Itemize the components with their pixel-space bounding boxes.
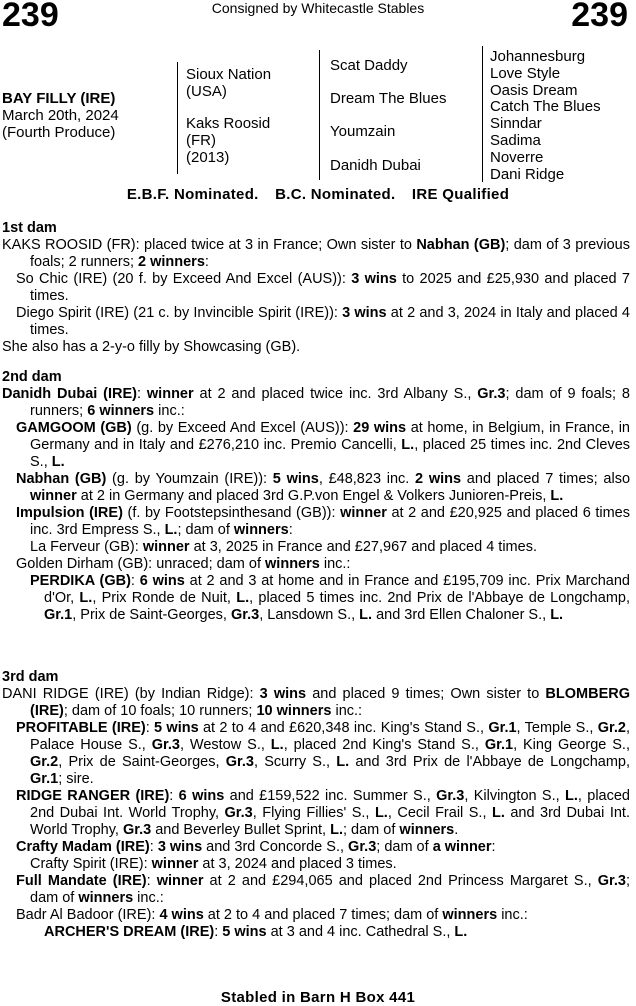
bold-text-run: L. <box>491 805 505 821</box>
bold-text-run: 4 wins <box>159 907 204 923</box>
text-run: inc.: <box>331 703 363 719</box>
bold-text-run: L. <box>164 522 178 538</box>
text-run: , Kilvington S., <box>464 788 565 804</box>
pedigree-divider-1 <box>177 62 178 174</box>
text-run: to 2025 and £25,930 and placed 7 times. <box>30 271 630 304</box>
bold-text-run: 3 wins <box>157 839 203 855</box>
lot-number-right: 239 <box>571 0 628 34</box>
dam-country: (FR) <box>186 132 216 149</box>
pedigree-sire <box>186 66 271 100</box>
text-run: at 2 and 3 at home and in France and £195,709 inc. Prix Marchand d'Or, <box>44 573 630 606</box>
text-run: : <box>145 720 155 736</box>
bc-nomination: B.C. Nominated. <box>275 186 396 203</box>
bold-text-run: L. <box>454 924 468 940</box>
text-run: So Chic (IRE) (20 f. by Exceed And Excel (AUS)): <box>16 271 352 287</box>
pedigree-gen3-5: Sadima <box>490 131 541 149</box>
bold-text-run: winners <box>233 522 289 538</box>
text-run: and £159,522 inc. Summer S., <box>224 788 437 804</box>
bold-text-run: L. <box>401 437 415 453</box>
text-run: at 3, 2024 and placed 3 times. <box>198 856 397 872</box>
pedigree-entry <box>2 924 630 941</box>
bold-text-run: 5 wins <box>222 924 267 940</box>
ire-qualified: IRE Qualified <box>411 186 510 203</box>
text-run: ; dam of <box>177 522 234 538</box>
bold-text-run: winner <box>156 873 204 889</box>
pedigree-entry <box>2 573 630 624</box>
pedigree-entry <box>2 720 630 788</box>
bold-text-run: L. <box>565 788 578 804</box>
first-dam-section <box>2 220 630 356</box>
text-run: , £48,823 inc. <box>318 471 416 487</box>
pedigree-gen3-4: Sinndar <box>490 115 542 133</box>
text-run: : <box>137 386 147 402</box>
pedigree-entry <box>2 505 630 539</box>
bold-text-run: winners <box>399 822 455 838</box>
text-run: KAKS ROOSID (FR): placed twice at 3 in France; Own sister to <box>2 237 417 253</box>
stabling-info: Stabled in Barn H Box 441 <box>220 989 416 1006</box>
bold-text-run: Gr.3 <box>597 873 626 889</box>
pedigree-gen2-3: Danidh Dubai <box>330 157 421 174</box>
bold-text-run: winner <box>151 856 199 872</box>
text-run: , Lansdown S., <box>259 607 360 623</box>
pedigree-gen3-7: Dani Ridge <box>490 165 565 183</box>
second-dam-section <box>2 369 630 624</box>
text-run: at 2 and £294,065 and placed 2nd Princess Margaret S., <box>203 873 598 889</box>
pedigree-entry <box>2 420 630 471</box>
dam-year: (2013) <box>186 149 230 166</box>
text-run: DANI RIDGE (IRE) (by Indian Ridge): <box>2 686 260 702</box>
text-run: , Prix de Saint-Georges, <box>58 754 226 770</box>
text-run: at 2 to 4 and placed 7 times; dam of <box>203 907 443 923</box>
text-run: , Scurry S., <box>253 754 337 770</box>
bold-text-run: 3 wins <box>259 686 307 702</box>
text-run: (g. by Exceed And Excel (AUS)): <box>131 420 354 436</box>
second-dam-heading: 2nd dam <box>2 369 62 385</box>
text-run: , Westow S., <box>179 737 271 753</box>
bold-text-run: Gr.2 <box>597 720 626 736</box>
text-run: , placed 5 times inc. 2nd Prix de l'Abbaye de Longchamp, <box>249 590 630 606</box>
text-run: at home, in Belgium, in France, in Germany and in Italy and £276,210 inc. Premio Cancelli, <box>30 420 630 453</box>
bold-text-run: Full Mandate (IRE) <box>16 873 147 889</box>
text-run: : <box>204 254 209 270</box>
text-run: , Prix de Saint-Georges, <box>72 607 231 623</box>
sire-name: Sioux Nation <box>186 66 272 83</box>
pedigree-entry <box>2 271 630 305</box>
text-run: ; sire. <box>58 771 94 787</box>
text-run: and Beverley Bullet Sprint, <box>151 822 331 838</box>
bold-text-run: a winner <box>432 839 492 855</box>
pedigree-divider-2 <box>319 50 320 180</box>
bold-text-run: L. <box>236 590 250 606</box>
bold-text-run: 6 winners <box>87 403 155 419</box>
text-run: , Flying Fillies' S., <box>252 805 375 821</box>
pedigree-entry <box>2 686 630 720</box>
pedigree-entry <box>2 856 630 873</box>
pedigree-gen2-1: Dream The Blues <box>330 90 447 107</box>
text-run: , placed 2nd King's Stand S., <box>283 737 485 753</box>
pedigree-gen2-2: Youmzain <box>330 123 396 140</box>
bold-text-run: winner <box>30 488 77 504</box>
bold-text-run: L. <box>330 822 343 838</box>
text-run: Diego Spirit (IRE) (21 c. by Invincible Spirit (IRE)): <box>16 305 343 321</box>
bold-text-run: winner <box>142 539 190 555</box>
text-run: : <box>169 788 179 804</box>
horse-identity <box>2 90 119 141</box>
pedigree-entry <box>2 873 630 907</box>
text-run: inc.: <box>154 403 185 419</box>
bold-text-run: Nabhan (GB) <box>16 471 107 487</box>
third-dam-body <box>2 686 630 941</box>
text-run: and placed 7 times; also <box>461 471 631 487</box>
text-run: , King George S., <box>513 737 630 753</box>
pedigree-entry <box>2 339 630 356</box>
bold-text-run: Gr.2 <box>30 754 59 770</box>
text-run: , placed 25 times inc. 2nd Cleves S., <box>30 437 631 470</box>
ebf-nomination: E.B.F. Nominated. <box>126 186 259 203</box>
pedigree-entry <box>2 539 630 556</box>
text-run: Golden Dirham (GB): unraced; dam of <box>16 556 266 572</box>
text-run: and 3rd Dubai Int. World Trophy, <box>30 805 630 838</box>
text-run: at 2 and 3, 2024 in Italy and placed 4 times. <box>30 305 630 338</box>
bold-text-run: L. <box>270 737 284 753</box>
bold-text-run: Gr.1 <box>30 771 59 787</box>
text-run: and 3rd Concorde S., <box>202 839 349 855</box>
bold-text-run: Gr.3 <box>122 822 152 838</box>
text-run: : <box>146 873 157 889</box>
text-run: ; dam of 3 previous foals; 2 runners; <box>30 237 631 270</box>
pedigree-entry <box>2 907 630 924</box>
text-run: , placed 2nd Dubai Int. World Trophy, <box>30 788 630 821</box>
bold-text-run: Crafty Madam (IRE) <box>16 839 150 855</box>
bold-text-run: L. <box>336 754 350 770</box>
text-run: . <box>454 822 459 838</box>
bold-text-run: L. <box>359 607 373 623</box>
bold-text-run: L. <box>374 805 388 821</box>
text-run: She also has a 2-y-o filly by Showcasing (GB). <box>2 339 301 355</box>
bold-text-run: Gr.3 <box>230 607 260 623</box>
text-run: : <box>214 924 223 940</box>
bold-text-run: L. <box>79 590 93 606</box>
text-run: ; dam of <box>343 822 400 838</box>
consignor-line: Consigned by Whitecastle Stables <box>211 0 425 16</box>
bold-text-run: BLOMBERG (IRE) <box>30 686 630 719</box>
bold-text-run: winners <box>78 890 134 906</box>
third-dam-heading: 3rd dam <box>2 669 59 685</box>
first-dam-body <box>2 237 630 356</box>
text-run: , Prix Ronde de Nuit, <box>92 590 237 606</box>
dam-name: Kaks Roosid <box>186 115 271 132</box>
text-run: at 3 and 4 inc. Cathedral S., <box>266 924 455 940</box>
bold-text-run: Gr.1 <box>488 720 517 736</box>
pedigree-gen3-2: Oasis Dream <box>490 81 578 99</box>
bold-text-run: 6 wins <box>178 788 225 804</box>
pedigree-gen3-1: Love Style <box>490 64 561 82</box>
text-run: inc.: <box>319 556 351 572</box>
pedigree-entry <box>2 556 630 573</box>
text-run: : <box>130 573 140 589</box>
bold-text-run: winners <box>265 556 320 572</box>
bold-text-run: winner <box>340 505 387 521</box>
third-dam-section <box>2 669 630 941</box>
text-run: and 3rd Prix de l'Abbaye de Longchamp, <box>349 754 630 770</box>
pedigree-entry <box>2 237 630 271</box>
bold-text-run: Gr.3 <box>348 839 377 855</box>
pedigree-gen3-6: Noverre <box>490 148 544 166</box>
lot-number-left: 239 <box>2 0 59 34</box>
sire-country: (USA) <box>186 83 227 100</box>
bold-text-run: Gr.3 <box>436 788 465 804</box>
bold-text-run: Gr.1 <box>44 607 73 623</box>
nominations-line <box>0 186 636 203</box>
text-run: at 2 and placed twice inc. 3rd Albany S., <box>193 386 478 402</box>
text-run: ; dam of <box>30 873 630 906</box>
text-run: (g. by Youmzain (IRE)): <box>106 471 273 487</box>
text-run: at 2 to 4 and £620,348 inc. King's Stand S., <box>198 720 489 736</box>
pedigree-entry <box>2 305 630 339</box>
produce-note: (Fourth Produce) <box>2 124 116 141</box>
bold-text-run: Gr.3 <box>225 754 254 770</box>
second-dam-body <box>2 386 630 624</box>
pedigree-gen3-0: Johannesburg <box>490 48 586 65</box>
text-run: , Temple S., <box>516 720 598 736</box>
pedigree-entry <box>2 839 630 856</box>
text-run: at 2 in Germany and placed 3rd G.P.von Engel & Volkers Junioren-Preis, <box>76 488 551 504</box>
bold-text-run: L. <box>550 488 564 504</box>
first-dam-heading: 1st dam <box>2 220 57 236</box>
bold-text-run: 5 wins <box>154 720 199 736</box>
bold-text-run: Nabhan (GB) <box>416 237 506 253</box>
bold-text-run: Gr.3 <box>224 805 253 821</box>
text-run: ; dam of <box>376 839 433 855</box>
text-run: at 3, 2025 in France and £27,967 and placed 4 times. <box>189 539 537 555</box>
bold-text-run: PROFITABLE (IRE) <box>16 720 146 736</box>
text-run: inc.: <box>133 890 164 906</box>
text-run: at 2 and £20,925 and placed 6 times inc. 3rd Empress S., <box>30 505 630 538</box>
text-run: Crafty Spirit (IRE): <box>30 856 152 872</box>
bold-text-run: 10 winners <box>256 703 332 719</box>
text-run: La Ferveur (GB): <box>30 539 143 555</box>
bold-text-run: 3 wins <box>342 305 387 321</box>
text-run: inc.: <box>497 907 528 923</box>
text-run: : <box>491 839 496 855</box>
text-run: Badr Al Badoor (IRE): <box>16 907 160 923</box>
text-run: : <box>288 522 293 538</box>
pedigree-entry <box>2 386 630 420</box>
bold-text-run: PERDIKA (GB) <box>30 573 131 589</box>
bold-text-run: 2 winners <box>138 254 205 270</box>
text-run: , Cecil Frail S., <box>387 805 492 821</box>
bold-text-run: L. <box>550 607 564 623</box>
text-run: (f. by Footstepsinthesand (GB)): <box>122 505 341 521</box>
bold-text-run: 3 wins <box>351 271 397 287</box>
pedigree-gen2-0: Scat Daddy <box>330 57 408 74</box>
bold-text-run: winner <box>146 386 194 402</box>
bold-text-run: GAMGOOM (GB) <box>16 420 132 436</box>
text-run: and 3rd Ellen Chaloner S., <box>372 607 551 623</box>
pedigree-gen3 <box>490 49 601 183</box>
bold-text-run: ARCHER'S DREAM (IRE) <box>44 924 215 940</box>
bold-text-run: L. <box>51 454 65 470</box>
pedigree-divider-3 <box>482 46 483 182</box>
bold-text-run: Gr.3 <box>151 737 180 753</box>
text-run: and placed 9 times; Own sister to <box>306 686 546 702</box>
bold-text-run: Gr.1 <box>484 737 514 753</box>
bold-text-run: 6 wins <box>139 573 185 589</box>
pedigree-dam <box>186 115 270 166</box>
text-run: : <box>149 839 158 855</box>
pedigree-gen3-3: Catch The Blues <box>490 98 601 116</box>
bold-text-run: 5 wins <box>272 471 319 487</box>
bold-text-run: winners <box>442 907 498 923</box>
bold-text-run: Danidh Dubai (IRE) <box>2 386 137 402</box>
bold-text-run: 2 wins <box>415 471 462 487</box>
foaling-date: March 20th, 2024 <box>2 107 119 124</box>
text-run: ; dam of 9 foals; 8 runners; <box>30 386 630 419</box>
text-run: , Palace House S., <box>30 720 630 753</box>
text-run: ; dam of 10 foals; 10 runners; <box>63 703 257 719</box>
bold-text-run: Gr.3 <box>477 386 506 402</box>
pedigree-entry <box>2 471 630 505</box>
bold-text-run: RIDGE RANGER (IRE) <box>16 788 170 804</box>
bold-text-run: Impulsion (IRE) <box>16 505 123 521</box>
bold-text-run: 29 wins <box>353 420 407 436</box>
pedigree-entry <box>2 788 630 839</box>
horse-name: BAY FILLY (IRE) <box>2 90 116 107</box>
